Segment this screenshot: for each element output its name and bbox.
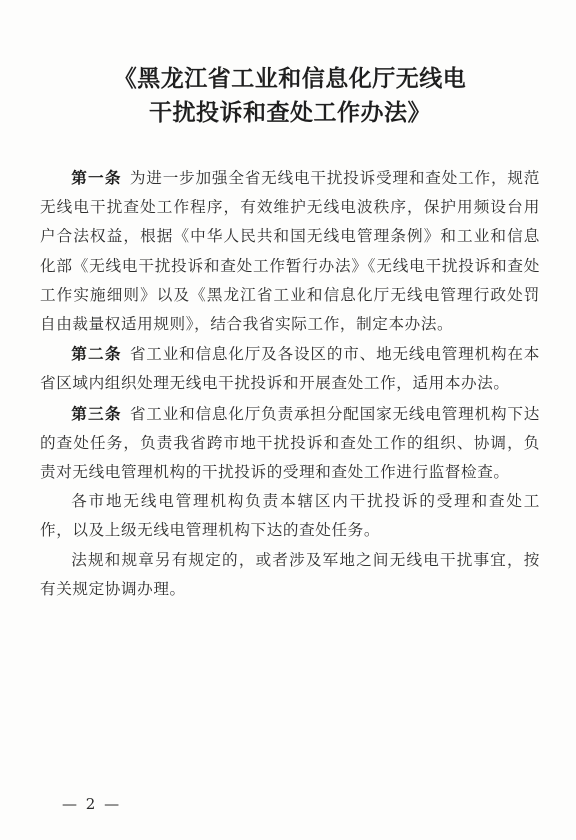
article-1-heading: 第一条 (71, 168, 122, 187)
page-number: — 2 — (62, 795, 122, 813)
article-2-heading: 第二条 (71, 344, 122, 364)
article-3-sub-text-1: 各市地无线电管理机构负责本辖区内干扰投诉的受理和查处工作，以及上级无线电管理机构下达的查处任务。 (40, 492, 540, 540)
document-body (40, 163, 540, 604)
title-line-1: 《黑龙江省工业和信息化厅无线电 (113, 65, 467, 92)
article-3-sub-text-2: 法规和规章另有规定的，或者涉及军地之间无线电干扰事宜，按有关规定协调办理。 (40, 550, 540, 598)
article-3-sub-paragraph-1 (40, 487, 540, 545)
title-line-2: 干扰投诉和查处工作办法》 (149, 99, 431, 126)
article-1-paragraph (40, 163, 540, 339)
article-1-text: 为进一步加强全省无线电干扰投诉受理和查处工作，规范无线电干扰查处工作程序，有效维护无线电波秩序，保护用频设台用户合法权益，根据《中华人民共和国无线电管理条例》和工业和信息化部《无线电干扰投诉和查处工作暂行办法》《无线电干扰投诉和查处工作实施细则》以及《黑龙江省工业和信息化厅无线电管理行政处罚自由裁量权适用规则》，结合我省实际工作，制定本办法。 (40, 169, 540, 334)
article-3-text: 省工业和信息化厅负责承担分配国家无线电管理机构下达的查处任务，负责我省跨市地干扰投诉和查处工作的组织、协调，负责对无线电管理机构的干扰投诉的受理和查处工作进行监督检查。 (40, 404, 540, 482)
document-title (40, 62, 540, 130)
article-3-paragraph (40, 399, 540, 488)
article-3-heading: 第三条 (71, 403, 122, 423)
article-3-sub-paragraph-2 (40, 546, 540, 604)
article-2-paragraph (40, 339, 540, 398)
article-2-text: 省工业和信息化厅及各设区的市、地无线电管理机构在本省区域内组织处理无线电干扰投诉和开展查处工作，适用本办法。 (40, 345, 540, 393)
